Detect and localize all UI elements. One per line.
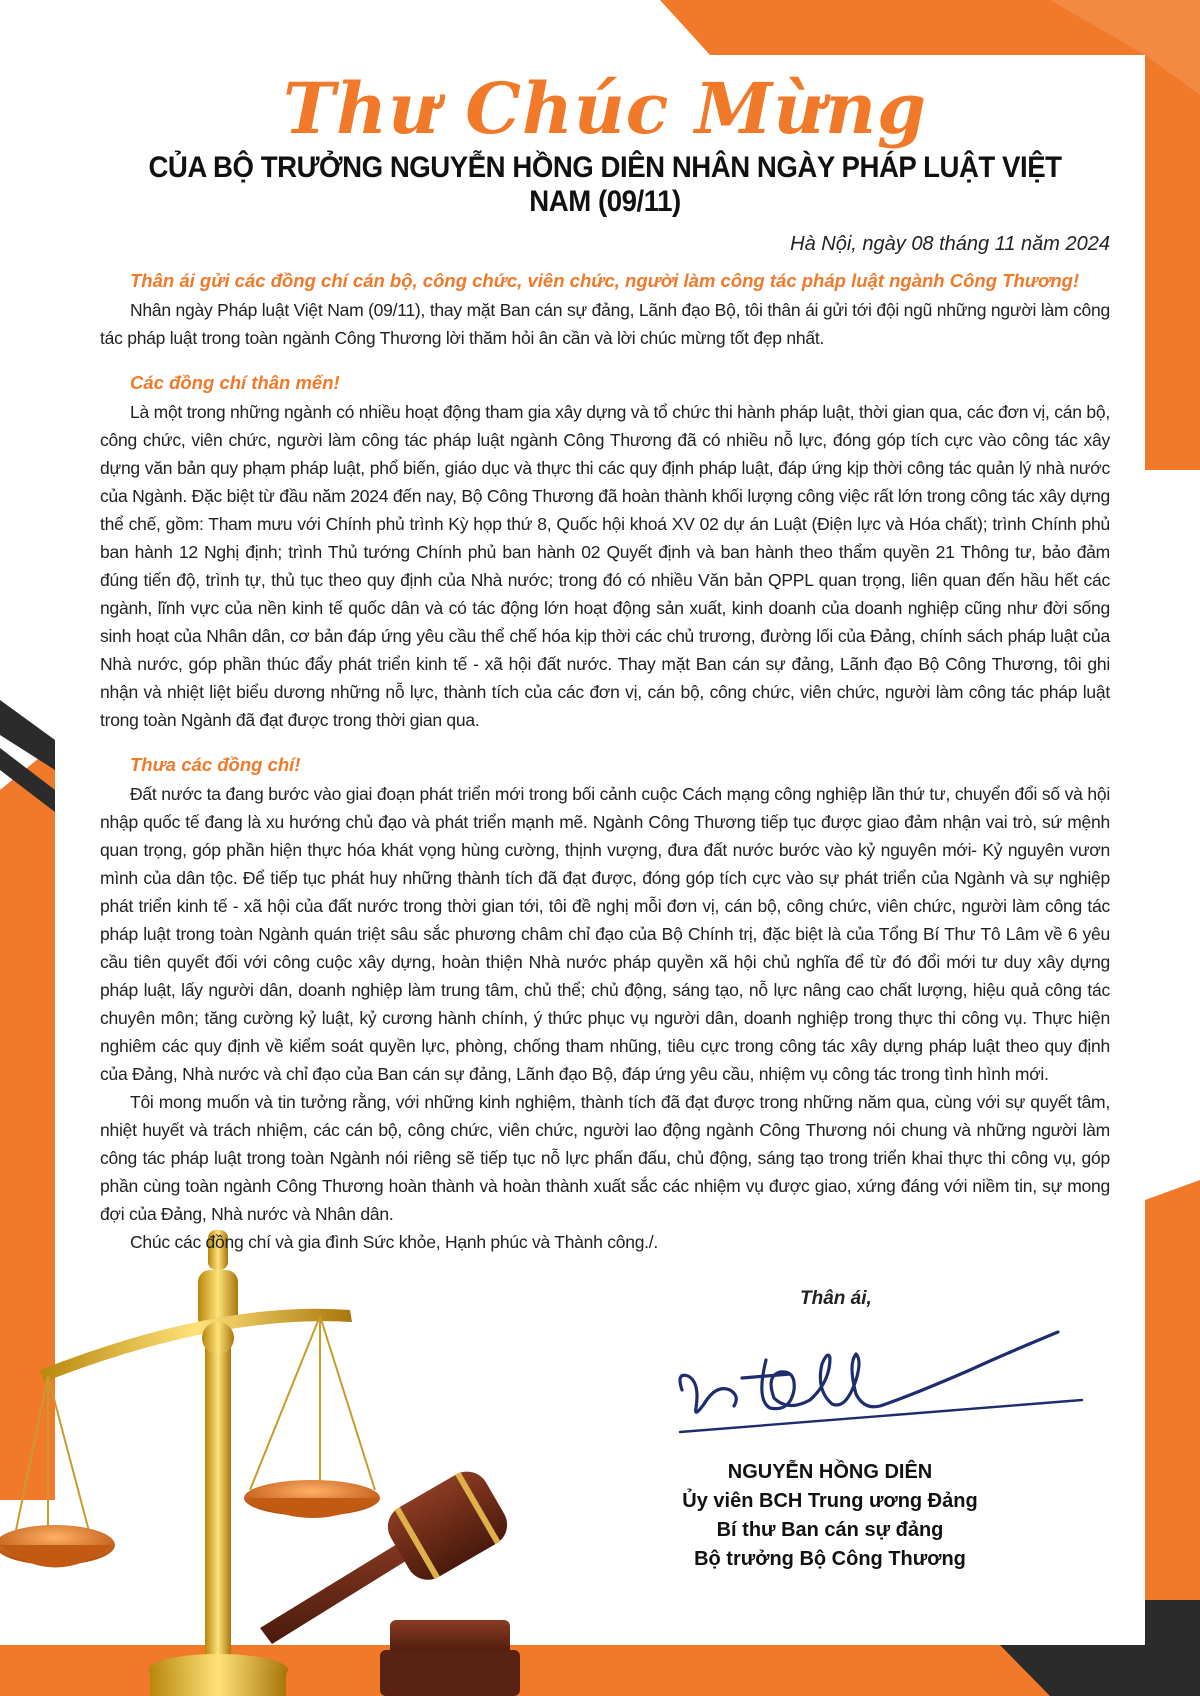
closing-greeting: Thân ái,: [800, 1288, 872, 1309]
signer-role-3: Bộ trưởng Bộ Công Thương: [694, 1548, 966, 1570]
paragraph-closing-wish: Chúc các đồng chí và gia đình Sức khỏe, Hạnh phúc và Thành công./.: [130, 1232, 659, 1252]
paragraph-directions: Đất nước ta đang bước vào giai đoạn phát triển mới trong bối cảnh cuộc Cách mạng công nghiệp lần thứ tư, chuyển đổi số và hội nhập quốc tế đang là xu hướng chủ đạo và phát triển mạnh mẽ. Ngành Công Thương tiếp tục được giao đảm nhận vai trò, sứ mệnh quan trọng, góp phần hiện thực hóa khát vọng hùng cường, thịnh vượng, đưa đất nước bước vào kỷ nguyên mới- Kỷ nguyên vươn mình của dân tộc. Để tiếp tục phát huy những thành tích đã đạt được, đóng góp tích cực vào sự phát triển của Ngành và sự nghiệp phát triển kinh tế - xã hội của đất nước trong thời gian tới, tôi đề nghị mỗi đơn vị, cán bộ, công chức, viên chức, người làm công tác pháp luật trong toàn Ngành quán triệt sâu sắc phương châm chỉ đạo của Bộ Chính trị, đặc biệt là của Tổng Bí Thư Tô Lâm về 6 yêu cầu tiên quyết đối với công cuộc xây dựng, hoàn thiện Nhà nước pháp quyền xã hội chủ nghĩa để từ đó đổi mới tư duy xây dựng pháp luật, lấy người dân, doanh nghiệp làm trung tâm, chủ thể; chủ động, sáng tạo, nỗ lực nâng cao chất lượng, hiệu quả công tác chuyên môn; tăng cường kỷ luật, kỷ cương hành chính, ý thức phục vụ người dân, doanh nghiệp trong thực thi công vụ. Thực hiện nghiêm các quy định về kiểm soát quyền lực, phòng, chống tham nhũng, tiêu cực trong công tác xây dựng pháp luật theo quy định của Đảng, Nhà nước và chỉ đạo của Ban cán sự đảng, Lãnh đạo Bộ, đáp ứng yêu cầu, nhiệm vụ công tác trong tình hình mới.: [100, 784, 1110, 1084]
signature: [670, 1320, 1090, 1445]
frame-right-orange: [1145, 1180, 1200, 1600]
scale-and-gavel-illustration: [0, 1230, 520, 1696]
signer-role-2: Bí thư Ban cán sự đảng: [716, 1519, 944, 1541]
signer-role-1: Ủy viên BCH Trung ương Đảng: [682, 1490, 978, 1512]
script-title: Thư Chúc Mừng: [283, 67, 927, 150]
salutation-2: Các đồng chí thân mến!: [130, 372, 340, 393]
signer-name: NGUYỄN HỒNG DIÊN: [727, 1461, 933, 1483]
paragraph-intro: Nhân ngày Pháp luật Việt Nam (09/11), thay mặt Ban cán sự đảng, Lãnh đạo Bộ, tôi thân ái gửi tới đội ngũ những người làm công tác pháp luật trong toàn ngành Công Thương lời thăm hỏi ân cần và lời chúc mừng tốt đẹp nhất.: [100, 300, 1110, 348]
salutation-3: Thưa các đồng chí!: [130, 754, 301, 775]
salutation-1: Thân ái gửi các đồng chí cán bộ, công chức, viên chức, người làm công tác pháp luật ngành Công Thương!: [130, 270, 1080, 291]
letter-date: Hà Nội, ngày 08 tháng 11 năm 2024: [790, 233, 1110, 255]
paragraph-achievements: Là một trong những ngành có nhiều hoạt động tham gia xây dựng và tổ chức thi hành pháp luật, thời gian qua, các đơn vị, cán bộ, công chức, viên chức, người làm công tác pháp luật ngành Công Thương đã có nhiều nỗ lực, đóng góp tích cực vào công tác xây dựng văn bản quy phạm pháp luật, phổ biến, giáo dục và thực thi các quy định pháp luật, đáp ứng kịp thời công tác quản lý nhà nước của Ngành. Đặc biệt từ đầu năm 2024 đến nay, Bộ Công Thương đã hoàn thành khối lượng công việc rất lớn trong công tác xây dựng thể chế, gồm: Tham mưu với Chính phủ trình Kỳ họp thứ 8, Quốc hội khoá XV 02 dự án Luật (Điện lực và Hóa chất); trình Chính phủ ban hành 12 Nghị định; trình Thủ tướng Chính phủ ban hành 02 Quyết định và ban hành theo thẩm quyền 21 Thông tư, bảo đảm đúng tiến độ, trình tự, thủ tục theo quy định của Nhà nước; trong đó có nhiều Văn bản QPPL quan trọng, liên quan đến hầu hết các ngành, lĩnh vực của nền kinh tế quốc dân và có tác động lớn hoạt động sản xuất, kinh doanh của doanh nghiệp cũng như đời sống sinh hoạt của Nhân dân, cơ bản đáp ứng yêu cầu thể chế hóa kịp thời các chủ trương, đường lối của Đảng, chính sách pháp luật của Nhà nước, góp phần thúc đẩy phát triển kinh tế - xã hội đất nước. Thay mặt Ban cán sự đảng, Lãnh đạo Bộ Công Thương, tôi ghi nhận và nhiệt liệt biểu dương những nỗ lực, thành tích của các đơn vị, cán bộ, công chức, viên chức, người làm công tác pháp luật trong toàn Ngành đã đạt được trong thời gian qua.: [100, 402, 1110, 730]
paragraph-wishes: Tôi mong muốn và tin tưởng rằng, với những kinh nghiệm, thành tích đã đạt được trong những năm qua, cùng với sự quyết tâm, nhiệt huyết và trách nhiệm, các cán bộ, công chức, viên chức, người lao động ngành Công Thương nói chung và những người làm công tác pháp luật trong toàn Ngành nói riêng sẽ tiếp tục nỗ lực phấn đấu, chủ động, sáng tạo trong triển khai thực thi công vụ, góp phần cùng toàn ngành Công Thương hoàn thành và hoàn thành xuất sắc các nhiệm vụ được giao, xứng đáng với niềm tin, sự mong đợi của Đảng, Nhà nước và Nhân dân.: [100, 1092, 1110, 1224]
letter-content: [100, 67, 1110, 1256]
signature-block: [640, 1458, 1020, 1574]
letter-title: CỦA BỘ TRƯỞNG NGUYỄN HỒNG DIÊN NHÂN NGÀY PHÁP LUẬT VIỆT NAM (09/11): [148, 151, 1062, 218]
